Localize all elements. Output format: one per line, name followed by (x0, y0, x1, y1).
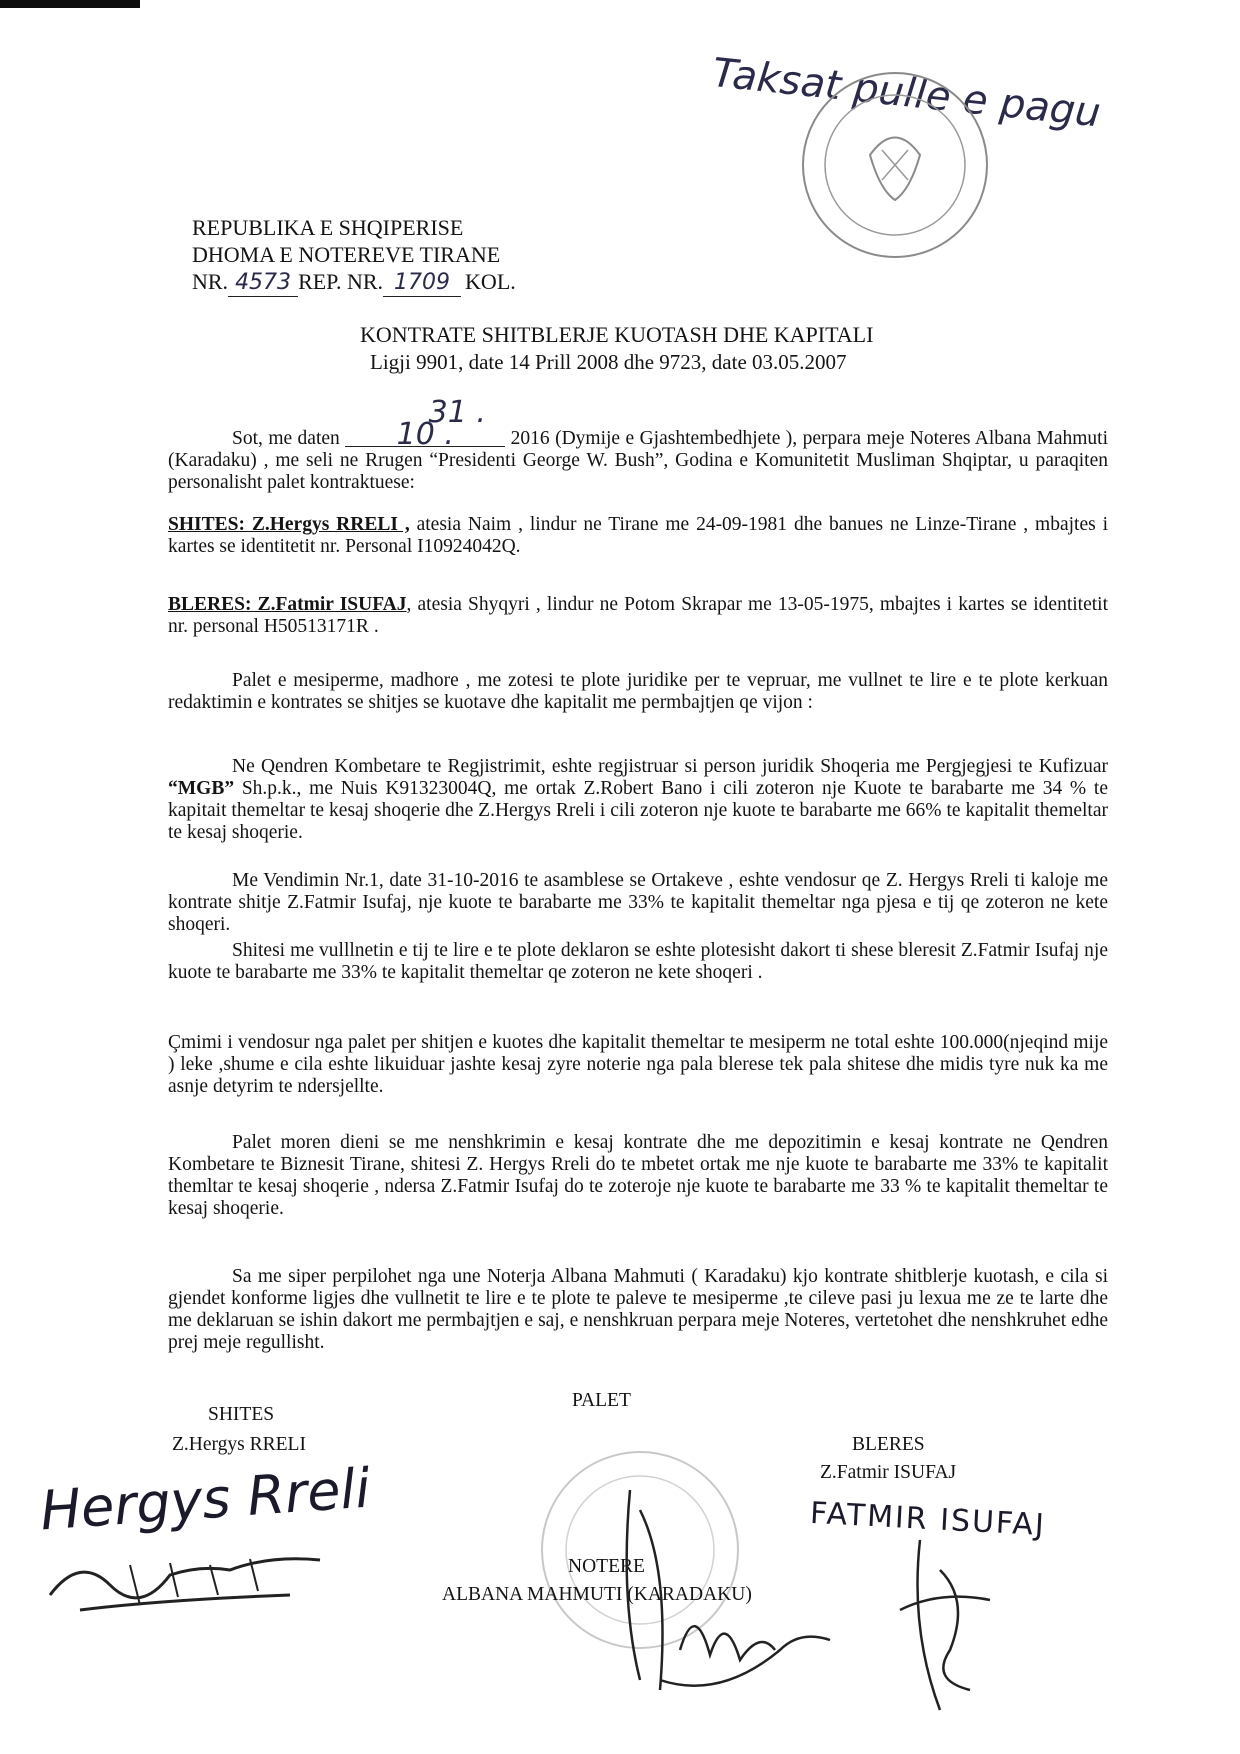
intro-text: 2016 (Dymije e Gjashtembedhjete ), perpara meje Noteres Albana Mahmuti (Karadaku) , me seli ne Rrugen “Presidenti George W. Bush”, Godina e Komunitetit Musliman Shqiptar, u paraqiten personalisht palet kontraktuese: (168, 428, 1109, 493)
intro-prefix: Sot, me daten (232, 428, 340, 449)
seller-name: Z.Hergys RRELI (172, 1434, 306, 1455)
decision-paragraph (168, 870, 1108, 936)
nr-label: NR. (192, 269, 229, 294)
seller-label: SHITES: Z.Hergys RRELI , (168, 514, 410, 535)
buyer-role: BLERES (852, 1434, 925, 1455)
header-chamber: DHOMA E NOTEREVE TIRANE (192, 242, 501, 267)
seller-role: SHITES (208, 1404, 275, 1425)
buyer-paragraph (168, 594, 1108, 638)
seller-details: atesia Naim , lindur ne Tirane me 24-09-1981 dhe banues ne Linze-Tirane , mbajtes i kartes se identitetit nr. Personal I10924042Q. (168, 514, 1109, 557)
kol-label: KOL. (465, 269, 516, 294)
company-name: “MGB” (168, 778, 235, 799)
buyer-name: Z.Fatmir ISUFAJ (820, 1462, 957, 1483)
rep-value: 1709 (383, 270, 461, 297)
price-paragraph (168, 1032, 1108, 1098)
notice-paragraph (168, 1132, 1108, 1220)
handwritten-note: Taksat pulle e pagu (710, 50, 1103, 137)
scan-corner-mark (0, 0, 140, 14)
notice-text: Palet moren dieni se me nenshkrimin e kesaj kontrate dhe me depozitimin e kesaj kontrate ne Qendren Kombetare te Biznesit Tirane, shitesi Z. Hergys Rreli do te mbetet ortak me nje kuote te barabarte me 33% te kapitalit themltar te kesaj shoqerie , ndersa Z.Fatmir Isufaj do te zoteroje nje kuote te barabarte me 33 % te kapitalit themeltar te kesaj shoqerie. (168, 1132, 1108, 1219)
notary-role: NOTERE (568, 1556, 645, 1577)
declaration-paragraph (168, 940, 1108, 984)
notary-name: ALBANA MAHMUTI (KARADAKU) (442, 1584, 752, 1605)
buyer-label: BLERES: Z.Fatmir ISUFAJ (168, 594, 407, 615)
buyer-signature: FATMIR ISUFAJ (809, 1495, 1047, 1544)
decision-text: Me Vendimin Nr.1, date 31-10-2016 te asamblese se Ortakeve , eshte vendosur qe Z. Hergys Rreli ti kaloje me kontrate shitje Z.Fatmir Isufaj, nje kuote te barabarte me 33% te kapitalit themeltar nga pjesa e tij qe zoteron ne kete shoqeri. (168, 870, 1108, 935)
price-text: Çmimi i vendosur nga palet per shitjen e kuotes dhe kapitalit themeltar te mesiperm ne total eshte 100.000(njeqind mije ) leke ,shume e cila eshte likuiduar jashte kesaj zyre noterie nga pala blerese tek pala shitese dhe midis tyre nuk ka me asnje detyrim te ndersjellte. (168, 1032, 1108, 1097)
parties-heading: PALET (572, 1390, 631, 1411)
seller-signature: Hergys Rreli (38, 1456, 373, 1543)
notary-signature (600, 1480, 860, 1720)
registration-paragraph (168, 756, 1108, 844)
contract-law-reference: Ligji 9901, date 14 Prill 2008 dhe 9723, date 03.05.2007 (370, 350, 847, 374)
notary-stamp-top (790, 60, 1000, 270)
header-numbers (192, 269, 516, 297)
buyer-scribble-signature (880, 1530, 1020, 1720)
closing-text: Sa me siper perpilohet nga une Noterja Albana Mahmuti ( Karadaku) kjo kontrate shitblerje kuotash, e cila si gjendet konforme ligjes dhe vullnetit te lire e te plote te paleve te mesiperme ,te cileve pasi ju lexua me ze te larte dhe me deklaruan se ishin dakort me permbajtjen e saj, e nenshkruan perpara meje Noteres, vertetohet dhe nenshkruhet edhe prej meje regullisht. (168, 1266, 1108, 1353)
intro-paragraph (168, 395, 1109, 494)
seller-paraph-signature (40, 1535, 340, 1625)
contract-title: KONTRATE SHITBLERJE KUOTASH DHE KAPITALI (360, 322, 874, 347)
buyer-details: , atesia Shyqyri , lindur ne Potom Skrapar me 13-05-1975, mbajtes i kartes se identitetit nr. personal H50513171R . (168, 594, 1108, 637)
header-republic: REPUBLIKA E SHQIPERISE (192, 215, 464, 240)
rep-label: REP. NR. (298, 269, 384, 294)
seller-paragraph (168, 514, 1108, 558)
nr-value: 4573 (228, 270, 298, 297)
parties-text: Palet e mesiperme, madhore , me zotesi te plote juridike per te vepruar, me vullnet te lire e te plote kerkuan redaktimin e kontrates se shitjes se kuotave dhe kapitalit me permbajtjen qe vijon : (168, 670, 1108, 713)
declaration-text: Shitesi me vulllnetin e tij te lire e te plote deklaron se eshte plotesisht dakort ti shese bleresit Z.Fatmir Isufaj nje kuote te barabarte me 33% te kapitalit themeltar qe zoteron ne kete shoqeri . (168, 940, 1108, 983)
handwritten-date: 31 . 10 . (345, 402, 505, 447)
closing-paragraph (168, 1266, 1108, 1354)
parties-paragraph (168, 670, 1108, 714)
registration-post: Sh.p.k., me Nuis K91323004Q, me ortak Z.Robert Bano i cili zoteron nje Kuote te barabarte me 34 % te kapitait themeltar te kesaj shoqerie dhe Z.Hergys Rreli i cili zoteron nje kuote te barabarte me 66% te kapitalit themeltar te kesaj shoqerie. (168, 778, 1108, 843)
registration-pre: Ne Qendren Kombetare te Regjistrimit, eshte regjistruar si person juridik Shoqeria me Pergjegjesi te Kufizuar (232, 756, 1108, 777)
